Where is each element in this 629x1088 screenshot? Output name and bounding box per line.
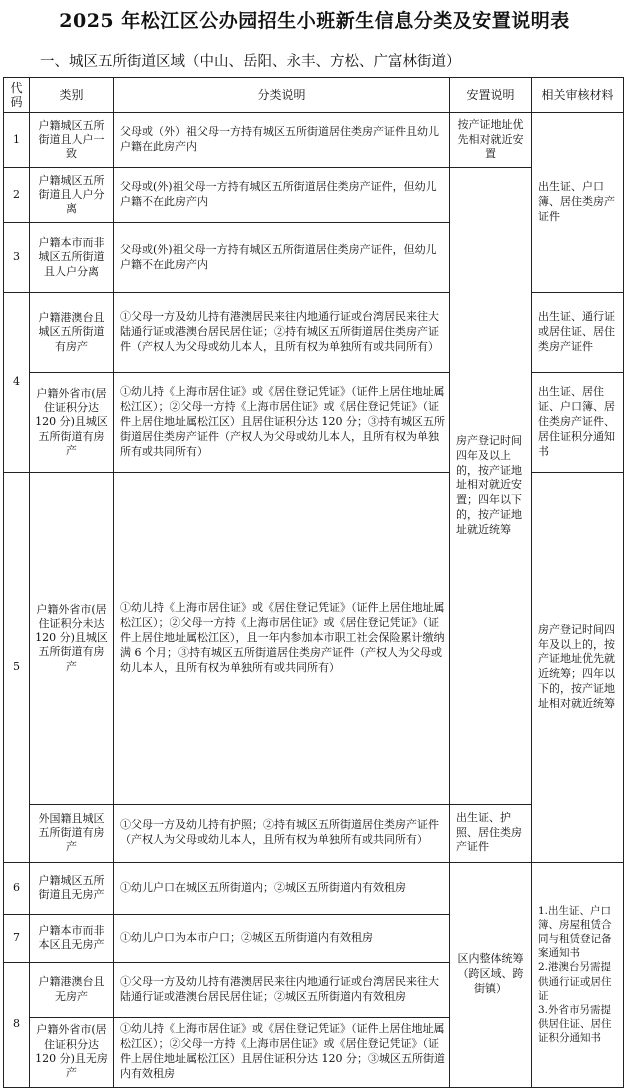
row-description: ①幼儿户口在城区五所街道内；②城区五所街道内有效租房	[114, 862, 450, 914]
row-description: ①幼儿持《上海市居住证》或《居住登记凭证》（证件上居住地址属松江区）；②父母一方持《上海市居住证》或《居住登记凭证》（证件上居住地址属松江区），且一年内参加本市职工社会保险累计缴纳满 6 个月；③持有城区五所街道居住类房产证件（产权人为父母或幼儿本人，且所有权为单独所有或共同所有）	[114, 473, 450, 805]
row-category: 户籍本市而非城区五所街道且人户分离	[30, 223, 114, 293]
row-code: 1	[4, 113, 30, 168]
table-row	[4, 113, 624, 168]
table-row	[4, 168, 624, 223]
materials-cell: 1.出生证、户口簿、房屋租赁合同与租赁登记备案通知书 2.港澳台另需提供通行证或居住证 3.外省市另需提供居住证、居住证积分通知书	[532, 862, 624, 1087]
row-description: 父母或（外）祖父母一方持有城区五所街道居住类房产证件且幼儿户籍在此房产内	[114, 113, 450, 168]
row-category: 户籍外省市(居住证积分达 120 分)且无房产	[30, 1017, 114, 1087]
row-category: 户籍城区五所街道且无房产	[30, 862, 114, 914]
header-materials: 相关审核材料	[532, 78, 624, 113]
row-description: ①父母一方及幼儿持有护照；②持有城区五所街道居住类房产证件（产权人为父母或幼儿本人，且所有权为单独所有或共同所有）	[114, 804, 450, 862]
classification-table	[3, 77, 624, 1088]
header-category: 类别	[30, 78, 114, 113]
row-description: ①父母一方及幼儿持有港澳居民来往内地通行证或台湾居民来往大陆通行证或港澳台居民居住证；②城区五所街道内有效租房	[114, 962, 450, 1017]
row-description: ①幼儿持《上海市居住证》或《居住登记凭证》（证件上居住地址属松江区）；②父母一方持《上海市居住证》或《居住登记凭证》（证件上居住地址属松江区）且居住证积分达 120 分；③城区五所街道内有效租房	[114, 1017, 450, 1087]
row-category: 户籍港澳台且城区五所街道有房产	[30, 293, 114, 373]
materials-cell: 出生证、通行证或居住证、居住类房产证件	[532, 293, 624, 373]
row-description: 父母或(外)祖父母一方持有城区五所街道居住类房产证件，但幼儿户籍不在此房产内	[114, 168, 450, 223]
placement-cell: 房产登记时间四年及以上的，按产证地址相对就近安置；四年以下的，按产证地址就近统筹	[450, 168, 532, 805]
materials-cell: 出生证、户口簿、居住类房产证件	[532, 113, 624, 293]
row-description: 父母或(外)祖父母一方持有城区五所街道居住类房产证件，但幼儿户籍不在此房产内	[114, 223, 450, 293]
header-description: 分类说明	[114, 78, 450, 113]
page-title: 2025 年松江区公办园招生小班新生信息分类及安置说明表	[59, 10, 570, 32]
row-description: ①幼儿户口为本市户口；②城区五所街道内有效租房	[114, 914, 450, 962]
row-category: 户籍城区五所街道且人户一致	[30, 113, 114, 168]
header-code: 代码	[4, 78, 30, 113]
placement-cell: 区内整体统筹（跨区域、跨街镇）	[450, 862, 532, 1087]
placement-cell: 房产登记时间四年及以上的，按产证地址优先就近统筹；四年以下的，按产证地址相对就近统筹	[532, 473, 624, 863]
header-placement: 安置说明	[450, 78, 532, 113]
row-category: 户籍本市而非本区且无房产	[30, 914, 114, 962]
materials-cell: 出生证、护照、居住类房产证件	[450, 804, 532, 862]
row-category: 外国籍且城区五所街道有房产	[30, 804, 114, 862]
row-code: 5	[4, 473, 30, 863]
section-heading: 一、城区五所街道区域（中山、岳阳、永丰、方松、广富林街道）	[40, 54, 461, 70]
row-category: 户籍外省市(居住证积分达 120 分)且城区五所街道有房产	[30, 373, 114, 473]
row-code: 3	[4, 223, 30, 293]
row-category: 户籍外省市(居住证积分未达 120 分)且城区五所街道有房产	[30, 473, 114, 805]
placement-cell: 按产证地址优先相对就近安置	[450, 113, 532, 168]
row-code: 4	[4, 293, 30, 473]
row-description: ①幼儿持《上海市居住证》或《居住登记凭证》（证件上居住地址属松江区）；②父母一方持《上海市居住证》或《居住登记凭证》（证件上居住地址属松江区）且居住证积分达 120 分；③持有城区五所街道居住类房产证件（产权人为父母或幼儿本人，且所有权为单独所有或共同所有）	[114, 373, 450, 473]
row-category: 户籍港澳台且无房产	[30, 962, 114, 1017]
table-row	[4, 862, 624, 914]
row-code: 7	[4, 914, 30, 962]
row-code: 2	[4, 168, 30, 223]
header-row	[4, 78, 624, 113]
table-row	[4, 804, 624, 862]
row-description: ①父母一方及幼儿持有港澳居民来往内地通行证或台湾居民来往大陆通行证或港澳台居民居住证；②持有城区五所街道居住类房产证件（产权人为父母或幼儿本人，且所有权为单独所有或共同所有）	[114, 293, 450, 373]
row-category: 户籍城区五所街道且人户分离	[30, 168, 114, 223]
row-code: 6	[4, 862, 30, 914]
materials-cell: 出生证、居住证、户口簿、居住类房产证件、居住证积分通知书	[532, 373, 624, 473]
row-code: 8	[4, 962, 30, 1087]
